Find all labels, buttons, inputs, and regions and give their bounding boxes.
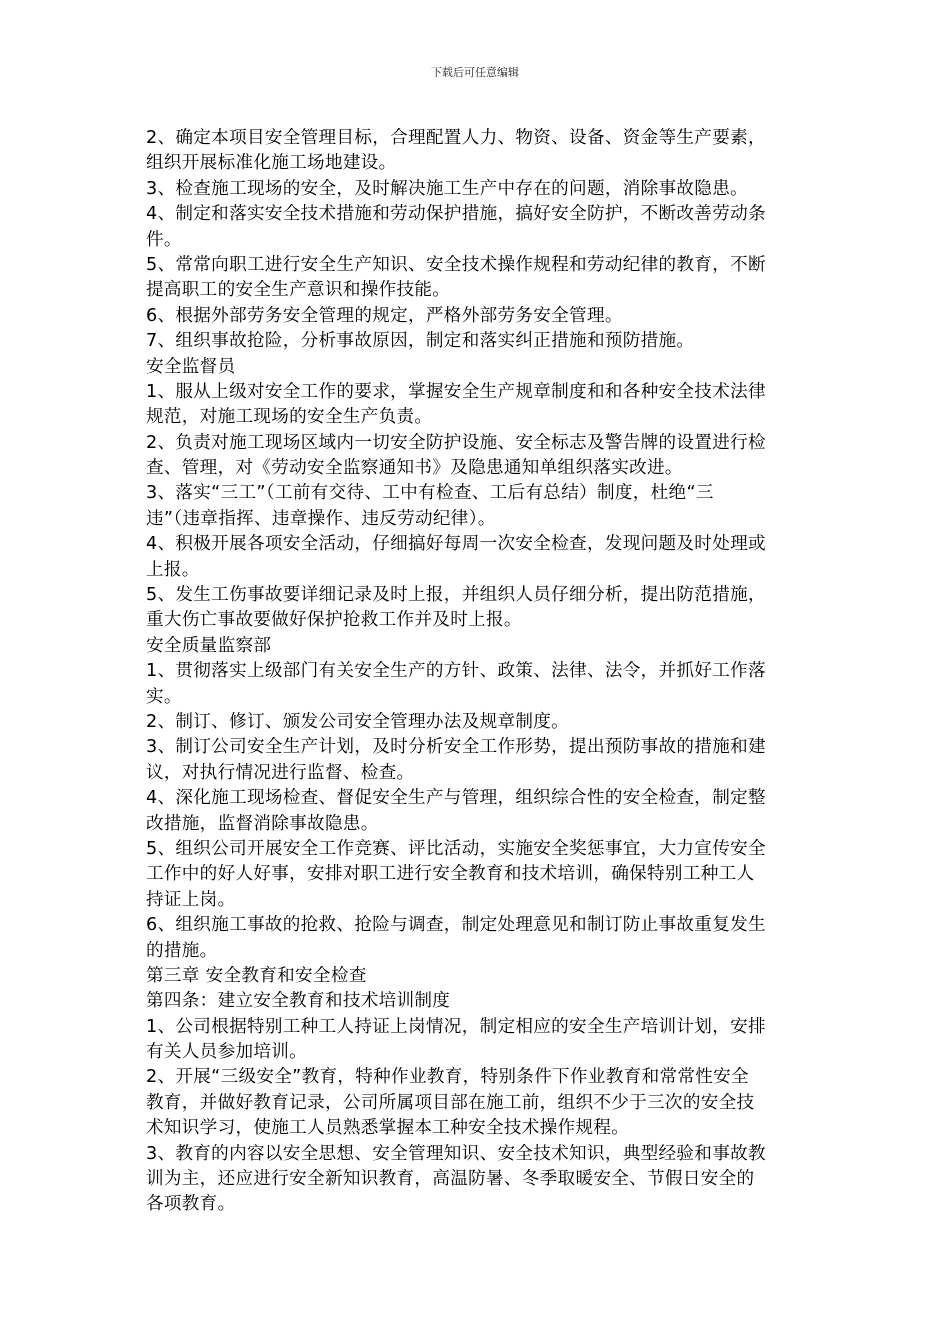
text-line: 1、公司根据特别工种工人持证上岗情况，制定相应的安全生产培训计划，安排 bbox=[146, 1016, 766, 1037]
text-line: 提高职工的安全生产意识和操作技能。 bbox=[146, 280, 451, 301]
text-line: 件。 bbox=[146, 229, 182, 250]
text-line: 7、组织事故抢险，分析事故原因，制定和落实纠正措施和预防措施。 bbox=[146, 331, 695, 352]
text-line: 改措施，监督消除事故隐患。 bbox=[146, 813, 379, 834]
text-line: 3、落实“三工”（工前有交待、工中有检查、工后有总结）制度，杜绝“三 bbox=[146, 483, 714, 504]
text-line: 实。 bbox=[146, 686, 182, 707]
text-line: 议，对执行情况进行监督、检查。 bbox=[146, 762, 415, 783]
text-line: 1、服从上级对安全工作的要求，掌握安全生产规章制度和和各种安全技术法律 bbox=[146, 381, 766, 402]
text-line: 4、深化施工现场检查、督促安全生产与管理，组织综合性的安全检查，制定整 bbox=[146, 788, 766, 809]
text-line: 持证上岗。 bbox=[146, 889, 236, 910]
text-line: 重大伤亡事故要做好保护抢救工作并及时上报。 bbox=[146, 610, 522, 631]
page-header-note: 下载后可任意编辑 bbox=[431, 66, 519, 79]
text-line: 3、制订公司安全生产计划，及时分析安全工作形势，提出预防事故的措施和建 bbox=[146, 737, 766, 758]
text-line: 1、贯彻落实上级部门有关安全生产的方针、政策、法律、法令，并抓好工作落 bbox=[146, 661, 766, 682]
text-line: 6、根据外部劳务安全管理的规定，严格外部劳务安全管理。 bbox=[146, 305, 623, 326]
text-line: 4、积极开展各项安全活动，仔细搞好每周一次安全检查，发现问题及时处理或 bbox=[146, 534, 766, 555]
text-line: 的措施。 bbox=[146, 940, 218, 961]
text-line: 查、管理，对《劳动安全监察通知书》及隐患通知单组织落实改进。 bbox=[146, 458, 683, 479]
text-line: 3、教育的内容以安全思想、安全管理知识、安全技术知识，典型经验和事故教 bbox=[146, 1143, 766, 1164]
text-line: 2、制订、修订、颁发公司安全管理办法及规章制度。 bbox=[146, 711, 570, 732]
text-line: 5、组织公司开展安全工作竞赛、评比活动，实施安全奖惩事宜，大力宣传安全 bbox=[146, 838, 766, 859]
text-line: 有关人员参加培训。 bbox=[146, 1042, 308, 1063]
text-line: 规范，对施工现场的安全生产负责。 bbox=[146, 407, 433, 428]
text-line: 违”（违章指挥、违章操作、违反劳动纪律）。 bbox=[146, 508, 496, 529]
text-line: 5、常常向职工进行安全生产知识、安全技术操作规程和劳动纪律的教育，不断 bbox=[146, 254, 766, 275]
text-line: 6、组织施工事故的抢救、抢险与调查，制定处理意见和制订防止事故重复发生 bbox=[146, 915, 766, 936]
text-line: 训为主，还应进行安全新知识教育，高温防暑、冬季取暖安全、节假日安全的 bbox=[146, 1169, 755, 1190]
section-heading: 安全监督员 bbox=[146, 356, 236, 377]
chapter-heading: 第三章 安全教育和安全检查 bbox=[146, 965, 367, 986]
text-line: 4、制定和落实安全技术措施和劳动保护措施，搞好安全防护，不断改善劳动条 bbox=[146, 204, 766, 225]
article-heading: 第四条：建立安全教育和技术培训制度 bbox=[146, 991, 451, 1012]
text-line: 各项教育。 bbox=[146, 1194, 236, 1215]
text-line: 2、确定本项目安全管理目标，合理配置人力、物资、设备、资金等生产要素， bbox=[146, 128, 766, 148]
text-line: 3、检查施工现场的安全，及时解决施工生产中存在的问题，消除事故隐患。 bbox=[146, 178, 748, 199]
text-line: 5、发生工伤事故要详细记录及时上报，并组织人员仔细分析，提出防范措施， bbox=[146, 585, 766, 606]
text-line: 组织开展标准化施工场地建设。 bbox=[146, 153, 397, 174]
document-body bbox=[146, 126, 816, 1218]
text-line: 2、负责对施工现场区域内一切安全防护设施、安全标志及警告牌的设置进行检 bbox=[146, 432, 766, 453]
text-line: 术知识学习，使施工人员熟悉掌握本工种安全技术操作规程。 bbox=[146, 1118, 630, 1139]
text-line: 2、开展“三级安全”教育，特种作业教育，特别条件下作业教育和常常性安全 bbox=[146, 1067, 749, 1088]
text-line: 上报。 bbox=[146, 559, 200, 580]
text-line: 教育，并做好教育记录，公司所属项目部在施工前，组织不少于三次的安全技 bbox=[146, 1092, 755, 1113]
section-heading: 安全质量监察部 bbox=[146, 635, 272, 656]
text-line: 工作中的好人好事，安排对职工进行安全教育和技术培训，确保特别工种工人 bbox=[146, 864, 755, 885]
